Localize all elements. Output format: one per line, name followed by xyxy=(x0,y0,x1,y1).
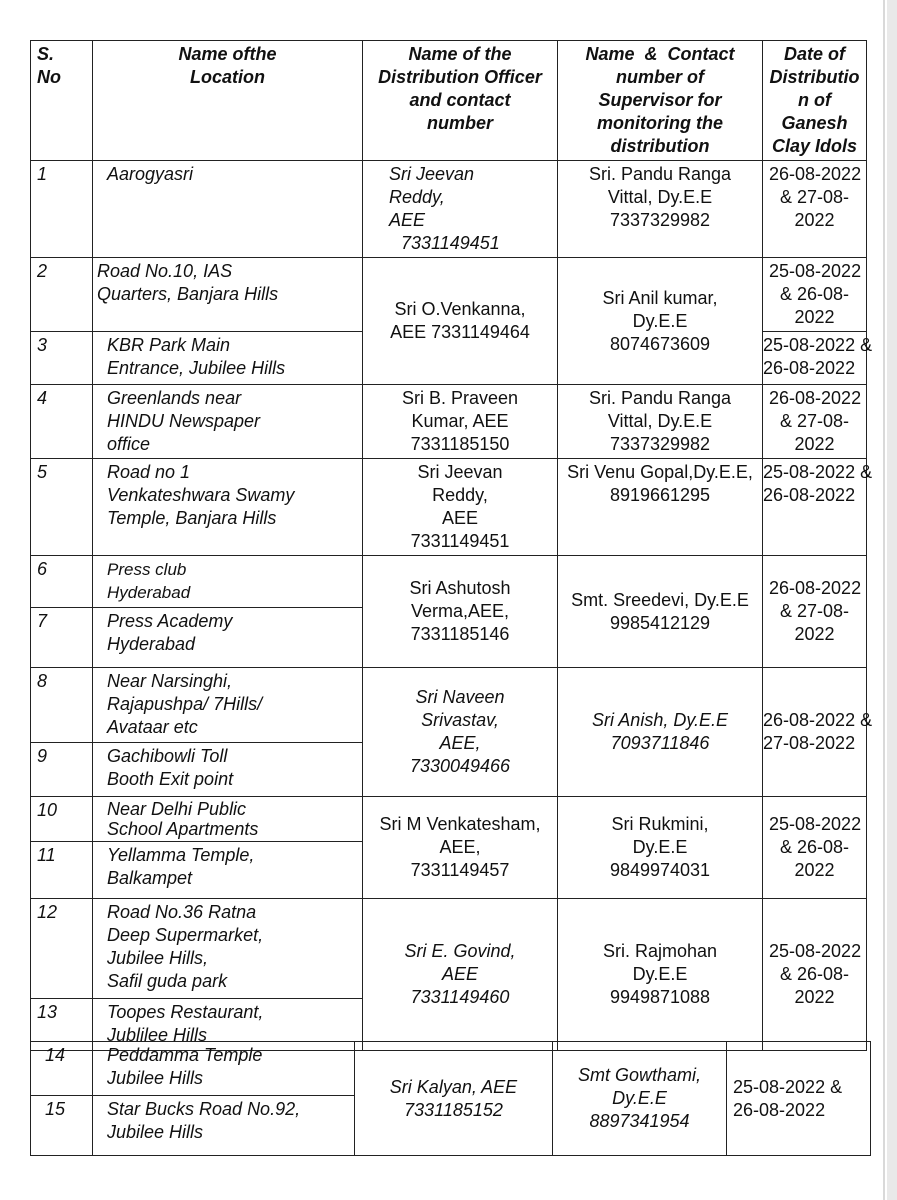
row-sno: 2 xyxy=(31,258,93,332)
row-officer: Sri O.Venkanna, AEE 7331149464 xyxy=(363,258,558,385)
row-sno: 9 xyxy=(31,743,93,797)
header-officer: Name of the Distribution Officer and contact number xyxy=(363,41,558,161)
row-supervisor: Sri Anil kumar, Dy.E.E 8074673609 xyxy=(558,258,763,385)
header-sno: S. No xyxy=(31,41,93,161)
row-supervisor: Sri. Pandu Ranga Vittal, Dy.E.E 7337329982 xyxy=(558,385,763,459)
row-supervisor: Smt Gowthami, Dy.E.E 8897341954 xyxy=(553,1042,727,1156)
row-date: 26-08-2022 & 27-08-2022 xyxy=(763,668,867,797)
table-row xyxy=(31,385,867,459)
row-date: 25-08-2022 & 26-08- 2022 xyxy=(763,797,867,899)
row-location: Yellamma Temple, Balkampet xyxy=(93,842,363,899)
row-date: 26-08-2022 & 27-08- 2022 xyxy=(763,161,867,258)
row-sno: 11 xyxy=(31,842,93,899)
table-row xyxy=(31,1042,871,1096)
page-edge xyxy=(887,0,897,1200)
row-officer: Sri Jeevan Reddy, AEE 7331149451 xyxy=(363,459,558,556)
row-location: Road no 1 Venkateshwara Swamy Temple, Banjara Hills xyxy=(93,459,363,556)
row-officer: Sri Ashutosh Verma,AEE, 7331185146 xyxy=(363,556,558,668)
row-location: Gachibowli Toll Booth Exit point xyxy=(93,743,363,797)
row-officer: Sri Naveen Srivastav, AEE, 7330049466 xyxy=(363,668,558,797)
row-officer: Sri B. Praveen Kumar, AEE 7331185150 xyxy=(363,385,558,459)
row-sno: 14 xyxy=(31,1042,93,1096)
row-supervisor: Sri. Rajmohan Dy.E.E 9949871088 xyxy=(558,899,763,1051)
header-date: Date of Distributio n of Ganesh Clay Idols xyxy=(763,41,867,161)
row-sno: 13 xyxy=(31,999,93,1051)
row-sno: 4 xyxy=(31,385,93,459)
row-sno: 10 xyxy=(31,797,93,842)
row-supervisor: Sri Rukmini, Dy.E.E 9849974031 xyxy=(558,797,763,899)
row-sno: 5 xyxy=(31,459,93,556)
row-location: KBR Park Main Entrance, Jubilee Hills xyxy=(93,332,363,385)
table-row xyxy=(31,899,867,999)
row-location: Toopes Restaurant, Jublilee Hills xyxy=(93,999,363,1051)
row-date: 25-08-2022 & 26-08-2022 xyxy=(727,1042,871,1156)
row-sno: 3 xyxy=(31,332,93,385)
row-location: Press Academy Hyderabad xyxy=(93,608,363,668)
row-supervisor: Sri Anish, Dy.E.E 7093711846 xyxy=(558,668,763,797)
row-location: Peddamma Temple Jubilee Hills xyxy=(93,1042,355,1096)
row-sno: 12 xyxy=(31,899,93,999)
row-date: 26-08-2022 & 27-08- 2022 xyxy=(763,556,867,668)
row-date: 25-08-2022 & 26-08-2022 xyxy=(763,332,867,385)
row-location: Greenlands near HINDU Newspaper office xyxy=(93,385,363,459)
row-date: 25-08-2022 & 26-08- 2022 xyxy=(763,258,867,332)
table-row xyxy=(31,797,867,842)
distribution-table xyxy=(30,40,873,1051)
table-row xyxy=(31,556,867,608)
row-sno: 15 xyxy=(31,1096,93,1156)
row-location: Star Bucks Road No.92, Jubilee Hills xyxy=(93,1096,355,1156)
row-supervisor: Sri. Pandu Ranga Vittal, Dy.E.E 7337329982 xyxy=(558,161,763,258)
table-row xyxy=(31,258,867,332)
distribution-table-tail xyxy=(30,1041,871,1156)
header-location: Name ofthe Location xyxy=(93,41,363,161)
table-row xyxy=(31,668,867,743)
row-date: 25-08-2022 & 26-08-2022 xyxy=(763,459,867,556)
row-supervisor: Smt. Sreedevi, Dy.E.E 9985412129 xyxy=(558,556,763,668)
row-officer: Sri M Venkatesham, AEE, 7331149457 xyxy=(363,797,558,899)
row-supervisor: Sri Venu Gopal,Dy.E.E, 8919661295 xyxy=(558,459,763,556)
row-officer: Sri Kalyan, AEE 7331185152 xyxy=(355,1042,553,1156)
header-supervisor: Name & Contact number of Supervisor for monitoring the distribution xyxy=(558,41,763,161)
row-location: Near Delhi Public School Apartments xyxy=(93,797,363,842)
row-location: Road No.10, IAS Quarters, Banjara Hills xyxy=(93,258,363,332)
row-sno: 8 xyxy=(31,668,93,743)
row-location: Road No.36 Ratna Deep Supermarket, Jubilee Hills, Safil guda park xyxy=(93,899,363,999)
header-row xyxy=(31,41,867,161)
table-row xyxy=(31,459,867,556)
row-officer: Sri Jeevan Reddy, AEE 7331149451 xyxy=(363,161,558,258)
row-location: Press club Hyderabad xyxy=(93,556,363,608)
row-sno: 7 xyxy=(31,608,93,668)
row-sno: 1 xyxy=(31,161,93,258)
row-location: Near Narsinghi, Rajapushpa/ 7Hills/ Avataar etc xyxy=(93,668,363,743)
row-sno: 6 xyxy=(31,556,93,608)
row-location: Aarogyasri xyxy=(93,161,363,258)
row-date: 25-08-2022 & 26-08- 2022 xyxy=(763,899,867,1051)
page-edge-line xyxy=(883,0,885,1200)
row-date: 26-08-2022 & 27-08- 2022 xyxy=(763,385,867,459)
table-row xyxy=(31,161,867,258)
row-officer: Sri E. Govind, AEE 7331149460 xyxy=(363,899,558,1051)
